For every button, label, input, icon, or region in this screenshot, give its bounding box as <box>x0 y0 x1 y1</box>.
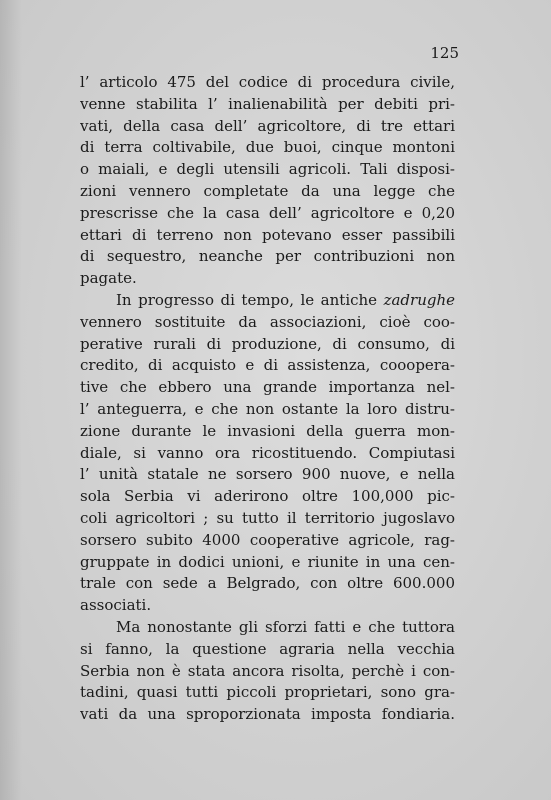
text-line: di sequestro, neanche per contribuzioni non <box>80 247 455 266</box>
text-line: zioni vennero completate da una legge che <box>80 181 455 200</box>
italic-term: zadrughe <box>383 290 455 309</box>
text-line: l’ articolo 475 del codice di procedura civile, <box>80 73 455 91</box>
text-line: gruppate in dodici unioni, e riunite in una cen- <box>80 552 455 571</box>
text-line: associati. <box>80 596 152 615</box>
paragraph-2 <box>80 290 455 617</box>
text-line: Serbia non è stata ancora risolta, perchè i con- <box>80 661 455 680</box>
text-line: venne stabilita l’ inalienabilità per debiti pri- <box>80 94 455 113</box>
text-line: vati da una sproporzionata imposta fondiaria. <box>80 705 455 724</box>
text-line: perative rurali di produzione, di consumo, di <box>80 334 455 353</box>
text-line: credito, di acquisto e di assistenza, cooopera- <box>80 356 455 375</box>
page-number: 125 <box>430 44 459 62</box>
text-line: vati, della casa dell’ agricoltore, di tre ettari <box>80 116 455 135</box>
text-line: si fanno, la questione agraria nella vecchia <box>80 639 455 658</box>
text-line: tive che ebbero una grande importanza nel- <box>80 378 455 397</box>
text-line: sola Serbia vi aderirono oltre 100,000 pic- <box>80 487 455 506</box>
text-line: vennero sostituite da associazioni, cioè coo- <box>80 312 455 331</box>
text-line: tadini, quasi tutti piccoli proprietari, sono gra- <box>80 683 455 702</box>
text-line: l’ anteguerra, e che non ostante la loro distru- <box>80 399 455 418</box>
text-line: coli agricoltori ; su tutto il territorio jugoslavo <box>80 508 455 527</box>
text-line: prescrisse che la casa dell’ agricoltore e 0,20 <box>80 203 455 222</box>
text-line: l’ unità statale ne sorsero 900 nuove, e nella <box>80 465 455 484</box>
text-line: o maiali, e degli utensili agricoli. Tali disposi- <box>80 160 455 179</box>
text-line: di terra coltivabile, due buoi, cinque montoni <box>80 138 455 157</box>
text-line: sorsero subito 4000 cooperative agricole, rag- <box>80 530 455 549</box>
text-line: ettari di terreno non potevano esser passibili <box>80 225 455 244</box>
body-text <box>80 72 455 726</box>
text-segment: In progresso di tempo, le antiche <box>116 290 384 309</box>
text-line: trale con sede a Belgrado, con oltre 600.000 <box>80 574 455 593</box>
text-line: diale, si vanno ora ricostituendo. Compiutasi <box>80 443 455 462</box>
paragraph-1 <box>80 72 455 290</box>
text-line: Ma nonostante gli sforzi fatti e che tuttora <box>116 617 455 636</box>
text-line: zione durante le invasioni della guerra mon- <box>80 421 455 440</box>
text-line-with-italic <box>80 290 455 312</box>
paragraph-3 <box>80 617 455 726</box>
text-line: pagate. <box>80 269 137 288</box>
